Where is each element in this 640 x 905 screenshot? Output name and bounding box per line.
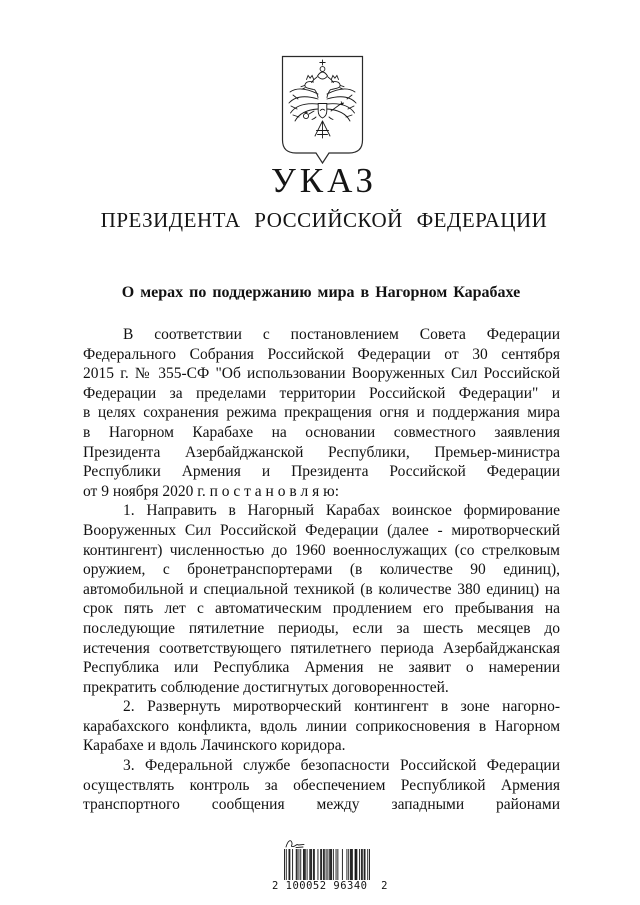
body-line: транспортного сообщения между западными районами xyxy=(83,796,560,814)
body-line: 2015 г. № 355-СФ "Об использовании Вооруженных Сил Российской xyxy=(83,365,560,383)
body-line: 1. Направить в Нагорный Карабах воинское формирование xyxy=(123,502,560,520)
body-line: карабахского конфликта, вдоль линии соприкосновения в Нагорном xyxy=(83,717,560,735)
barcode-block xyxy=(272,838,388,892)
body-line: автомобильной и специальной техникой (в количестве 380 единиц) на xyxy=(83,580,560,598)
body-line: прекратить соблюдение достигнутых договоренностей. xyxy=(83,678,449,696)
barcode-digits: 2 100052 96340 2 xyxy=(272,880,388,892)
body-line: истечения соответствующего пятилетнего периода Азербайджанская xyxy=(83,639,560,657)
document-subject-title: О мерах по поддержанию мира в Нагорном Карабахе xyxy=(121,284,521,301)
document-body xyxy=(83,325,560,815)
document-issuer: ПРЕЗИДЕНТА РОССИЙСКОЙ ФЕДЕРАЦИИ xyxy=(100,208,548,232)
body-line: в Нагорном Карабахе на основании совместного заявления xyxy=(83,423,560,441)
body-line: контингент) численностью до 1960 военнослужащих (со стрелковым xyxy=(83,541,560,559)
body-line: Республика или Республика Армения не заявит о намерении xyxy=(83,659,560,677)
body-line: оружием, с бронетранспортерами (в количестве 90 единиц), xyxy=(83,561,560,579)
coat-of-arms xyxy=(281,55,364,167)
print-mark-scribble-icon xyxy=(284,838,306,849)
coat-of-arms-eagle-icon xyxy=(281,55,364,167)
body-line: 3. Федеральной службе безопасности Российской Федерации xyxy=(123,757,560,775)
body-line: В соответствии с постановлением Совета Федерации xyxy=(123,326,560,343)
barcode xyxy=(284,849,370,880)
body-line: Карабахе и вдоль Лачинского коридора. xyxy=(83,737,346,755)
body-line: Федерального Собрания Российской Федерации от 30 сентября xyxy=(83,345,560,363)
body-line: срок пять лет с автоматическим продлением его пребывания на xyxy=(83,600,560,618)
body-line: в целях сохранения режима прекращения огня и поддержания мира xyxy=(83,404,560,422)
body-line: Республики Армения и Президента Российской Федерации xyxy=(83,463,560,481)
body-line: осуществлять контроль за обеспечением Республикой Армения xyxy=(83,776,560,794)
body-line: Федерации за пределами территории Российской Федерации" и xyxy=(83,384,560,402)
body-line: Президента Азербайджанской Республики, Премьер-министра xyxy=(83,443,560,461)
body-line: от 9 ноября 2020 г. п о с т а н о в л я ю: xyxy=(83,482,340,500)
body-line: 2. Развернуть миротворческий контингент в зоне нагорно- xyxy=(123,698,560,716)
body-line: последующие пятилетние периоды, если за шесть месяцев до xyxy=(83,619,560,637)
body-line: Вооруженных Сил Российской Федерации (далее - миротворческий xyxy=(83,521,560,539)
document-type-title: УКАЗ xyxy=(270,161,378,200)
